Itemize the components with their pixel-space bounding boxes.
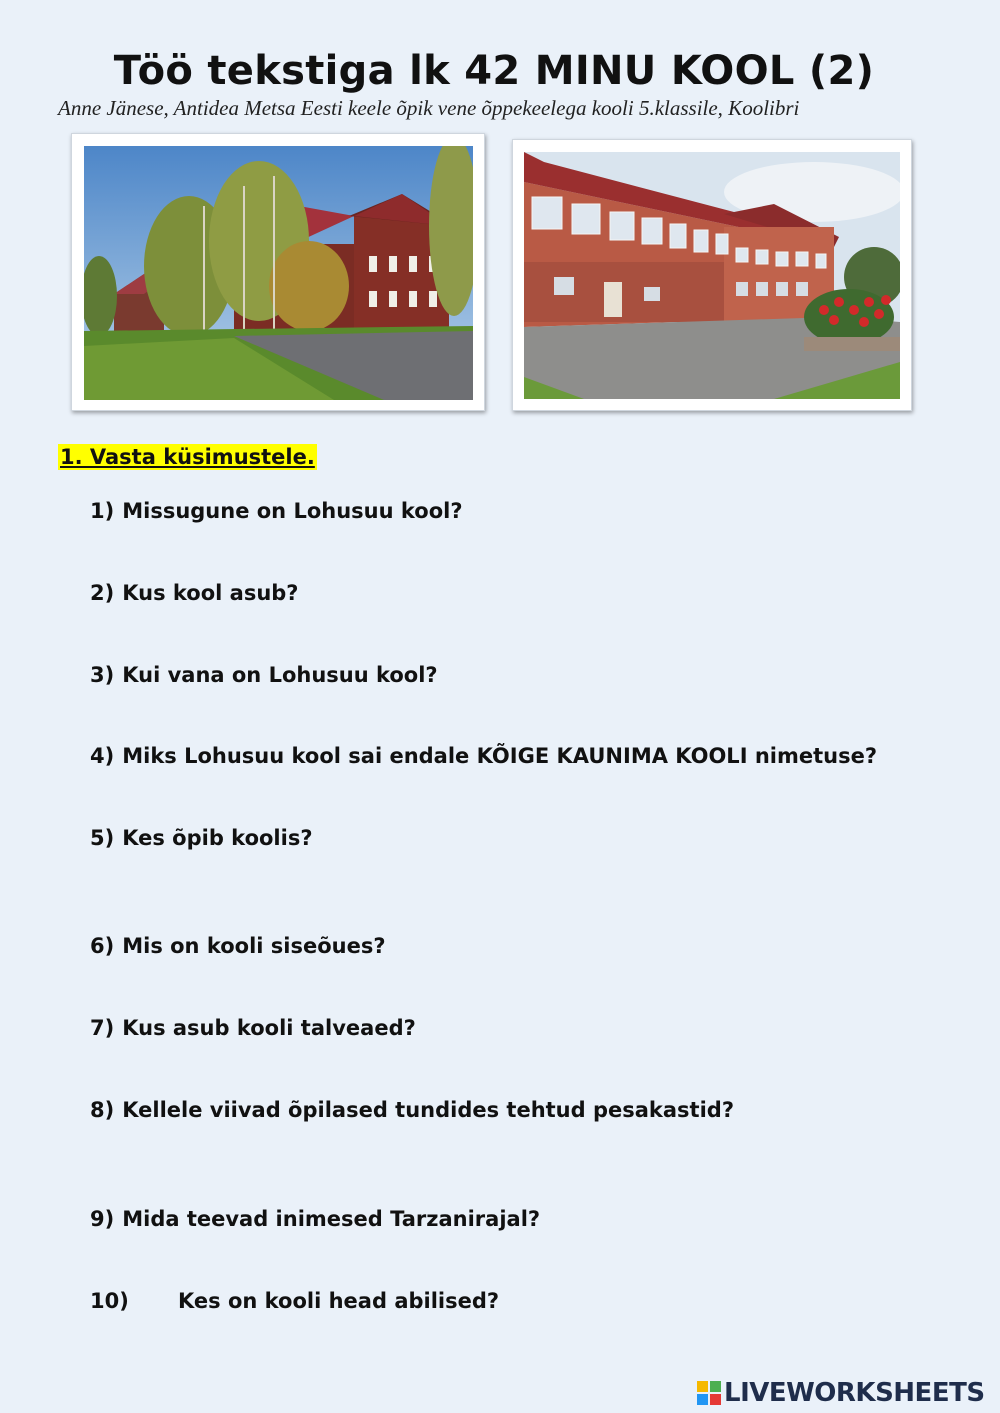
page-subtitle: Anne Jänese, Antidea Metsa Eesti keele õpik vene õppekeelega kooli 5.klassile, Koolibri bbox=[58, 96, 800, 120]
question-7 bbox=[90, 1016, 416, 1040]
question-text: Kellele viivad õpilased tundides tehtud pesakastid? bbox=[122, 1098, 735, 1122]
question-number: 1) bbox=[90, 499, 115, 523]
liveworksheets-icon bbox=[697, 1381, 721, 1405]
question-text: Kui vana on Lohusuu kool? bbox=[122, 663, 438, 687]
question-text: Missugune on Lohusuu kool? bbox=[122, 499, 463, 523]
school-building-photo bbox=[84, 146, 473, 400]
question-number: 10) bbox=[90, 1289, 129, 1313]
question-text: Kes õpib koolis? bbox=[122, 826, 313, 850]
question-text: Kus asub kooli talveaed? bbox=[122, 1016, 416, 1040]
question-text: Mis on kooli siseõues? bbox=[122, 934, 386, 958]
question-4 bbox=[90, 744, 877, 768]
question-5 bbox=[90, 826, 313, 850]
task-heading: 1. Vasta küsimustele. bbox=[60, 445, 315, 469]
question-2 bbox=[90, 581, 298, 605]
question-6 bbox=[90, 934, 386, 958]
brand-text: LIVEWORKSHEETS bbox=[724, 1378, 985, 1408]
question-number: 2) bbox=[90, 581, 115, 605]
question-number: 5) bbox=[90, 826, 115, 850]
question-8 bbox=[90, 1098, 734, 1122]
question-text: Kus kool asub? bbox=[122, 581, 299, 605]
liveworksheets-logo bbox=[697, 1378, 985, 1408]
question-number: 4) bbox=[90, 744, 115, 768]
question-number: 7) bbox=[90, 1016, 115, 1040]
question-number: 9) bbox=[90, 1207, 115, 1231]
question-3 bbox=[90, 663, 438, 687]
question-text: Mida teevad inimesed Tarzanirajal? bbox=[122, 1207, 541, 1231]
school-photo-1 bbox=[71, 133, 485, 411]
question-1 bbox=[90, 499, 463, 523]
question-number: 3) bbox=[90, 663, 115, 687]
school-courtyard-photo bbox=[524, 152, 900, 399]
question-9 bbox=[90, 1207, 540, 1231]
question-text: Kes on kooli head abilised? bbox=[178, 1289, 500, 1313]
school-photo-2 bbox=[512, 139, 912, 411]
question-number: 8) bbox=[90, 1098, 115, 1122]
question-10 bbox=[90, 1289, 499, 1313]
page-title: Töö tekstiga lk 42 MINU KOOL (2) bbox=[113, 48, 875, 94]
question-number: 6) bbox=[90, 934, 115, 958]
question-text: Miks Lohusuu kool sai endale KÕIGE KAUNIMA KOOLI nimetuse? bbox=[122, 744, 877, 768]
